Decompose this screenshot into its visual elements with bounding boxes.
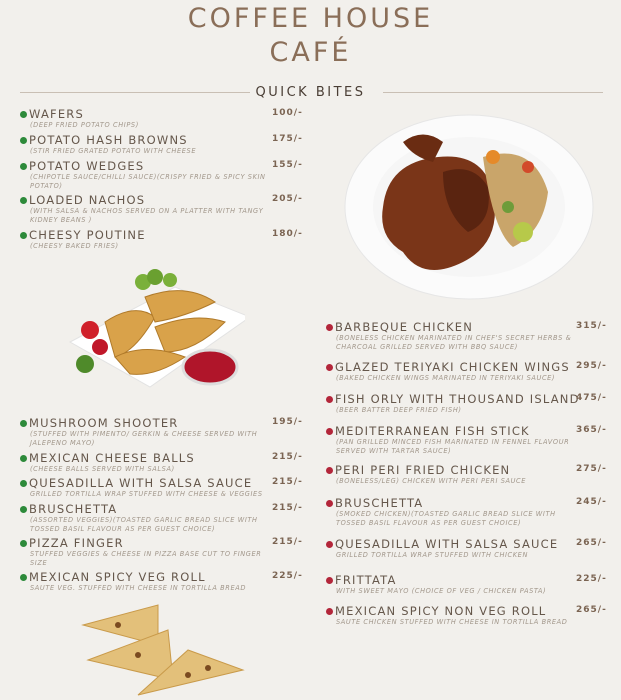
item-name-text: WAFERS: [29, 107, 84, 121]
nonveg-dot-icon: [326, 364, 333, 371]
menu-item: [326, 463, 606, 486]
veg-dot-icon: [20, 506, 27, 513]
item-name-text: CHEESY POUTINE: [29, 228, 146, 242]
item-price: 175/-: [272, 134, 303, 144]
veg-dot-icon: [20, 455, 27, 462]
item-name: [326, 392, 606, 406]
item-description: SAUTE VEG. STUFFED WITH CHEESE IN TORTILLA BREAD: [30, 584, 247, 592]
item-name-text: PERI PERI FRIED CHICKEN: [335, 463, 511, 477]
item-name: [20, 570, 300, 584]
item-name: [20, 451, 300, 465]
item-description: GRILLED TORTILLA WRAP STUFFED WITH CHICKEN: [336, 551, 528, 559]
menu-item: [20, 133, 303, 156]
menu-item: [20, 193, 303, 224]
item-description: (STIR FRIED GRATED POTATO WITH CHEESE: [30, 147, 197, 155]
menu-item: [326, 604, 606, 627]
item-description: (BEER BATTER DEEP FRIED FISH): [336, 406, 462, 414]
item-name: [326, 320, 606, 334]
veg-dot-icon: [20, 420, 27, 427]
item-price: 225/-: [576, 574, 607, 584]
menu-item: [20, 228, 303, 251]
item-price: 215/-: [272, 503, 303, 513]
item-name-text: PIZZA FINGER: [29, 536, 124, 550]
item-name-text: QUESADILLA WITH SALSA SAUCE: [335, 537, 559, 551]
item-name-text: MUSHROOM SHOOTER: [29, 416, 179, 430]
menu-item: [326, 424, 606, 455]
veg-dot-icon: [20, 540, 27, 547]
item-name-text: BARBEQUE CHICKEN: [335, 320, 474, 334]
item-name: [326, 424, 606, 438]
item-description: (PAN GRILLED MINCED FISH MARINATED IN FENNEL FLAVOUR SERVED WITH TARTAR SAUCE): [336, 438, 570, 455]
item-price: 315/-: [576, 321, 607, 331]
item-price: 265/-: [576, 605, 607, 615]
menu-item: [20, 502, 303, 533]
menu-item: [20, 416, 303, 447]
menu-item: [326, 320, 606, 351]
item-price: 245/-: [576, 497, 607, 507]
title-line2: CAFÉ: [269, 37, 352, 68]
menu-item: [20, 536, 303, 567]
item-description: (ASSORTED VEGGIES)(TOASTED GARLIC BREAD SLICE WITH TOSSED BASIL FLAVOUR AS PER GUEST CHOICE): [30, 516, 258, 533]
item-name-text: POTATO WEDGES: [29, 159, 145, 173]
item-price: 275/-: [576, 464, 607, 474]
item-description: (CHIPOTLE SAUCE/CHILLI SAUCE)(CRISPY FRIED & SPICY SKIN POTATO): [30, 173, 266, 190]
veg-dot-icon: [20, 480, 27, 487]
item-name: [326, 537, 606, 551]
item-price: 215/-: [272, 537, 303, 547]
nonveg-dot-icon: [326, 500, 333, 507]
veg-dot-icon: [20, 232, 27, 239]
item-description: (BONELESS/LEG) CHICKEN WITH PERI PERI SAUCE: [336, 477, 526, 485]
item-price: 225/-: [272, 571, 303, 581]
menu-item: [20, 451, 303, 474]
menu-item: [20, 570, 303, 593]
item-name: [326, 360, 606, 374]
item-description: (SMOKED CHICKEN)(TOASTED GARLIC BREAD SLICE WITH TOSSED BASIL FLAVOUR AS PER GUEST CHOICE): [336, 510, 556, 527]
item-name: [326, 496, 606, 510]
veg-dot-icon: [20, 111, 27, 118]
menu-item: [326, 573, 606, 596]
item-price: 365/-: [576, 425, 607, 435]
item-name-text: LOADED NACHOS: [29, 193, 146, 207]
item-price: 100/-: [272, 108, 303, 118]
item-name-text: MEXICAN CHEESE BALLS: [29, 451, 195, 465]
section-heading: QUICK BITES: [255, 85, 366, 100]
nonveg-dot-icon: [326, 428, 333, 435]
veg-dot-icon: [20, 163, 27, 170]
nonveg-dot-icon: [326, 577, 333, 584]
menu-item: [326, 496, 606, 527]
item-name: [326, 463, 606, 477]
item-name: [20, 159, 300, 173]
item-name-text: POTATO HASH BROWNS: [29, 133, 188, 147]
item-price: 295/-: [576, 361, 607, 371]
item-description: GRILLED TORTILLA WRAP STUFFED WITH CHEESE & VEGGIES: [30, 490, 263, 498]
item-name: [20, 133, 300, 147]
menu-item: [20, 159, 303, 190]
item-name-text: MEDITERRANEAN FISH STICK: [335, 424, 530, 438]
potato-wedges-image: [55, 262, 245, 392]
item-description: SAUTE CHICKEN STUFFED WITH CHEESE IN TORTILLA BREAD: [336, 618, 568, 626]
veg-dot-icon: [20, 137, 27, 144]
menu-item: [20, 107, 303, 130]
item-description: WITH SWEET MAYO (CHOICE OF VEG / CHICKEN PASTA): [336, 587, 547, 595]
menu-item: [20, 476, 303, 499]
nonveg-dot-icon: [326, 541, 333, 548]
item-name-text: BRUSCHETTA: [335, 496, 424, 510]
item-description: (WITH SALSA & NACHOS SERVED ON A PLATTER WITH TANGY KIDNEY BEANS ): [30, 207, 264, 224]
veg-dot-icon: [20, 197, 27, 204]
item-price: 215/-: [272, 452, 303, 462]
title-line1: COFFEE HOUSE: [187, 3, 434, 34]
item-price: 205/-: [272, 194, 303, 204]
item-name-text: MEXICAN SPICY NON VEG ROLL: [335, 604, 547, 618]
item-name: [326, 573, 606, 587]
grilled-chicken-image: [343, 112, 595, 302]
item-name-text: FRITTATA: [335, 573, 397, 587]
item-name-text: GLAZED TERIYAKI CHICKEN WINGS: [335, 360, 570, 374]
item-price: 215/-: [272, 477, 303, 487]
item-description: (BONELESS CHICKEN MARINATED IN CHEF'S SECRET HERBS & CHARCOAL GRILLED SERVED WITH BBQ SAUCE): [336, 334, 572, 351]
item-price: 475/-: [576, 393, 607, 403]
item-price: 195/-: [272, 417, 303, 427]
item-name-text: FISH ORLY WITH THOUSAND ISLAND: [335, 392, 580, 406]
item-description: (CHEESY BAKED FRIES): [30, 242, 119, 250]
nonveg-dot-icon: [326, 324, 333, 331]
item-name: [20, 416, 300, 430]
item-description: (CHEESE BALLS SERVED WITH SALSA): [30, 465, 175, 473]
quesadilla-image: [78, 600, 248, 700]
nonveg-dot-icon: [326, 467, 333, 474]
item-name: [20, 502, 300, 516]
item-description: (STUFFED WITH PIMENTO/ GERKIN & CHEESE SERVED WITH JALEPENO MAYO): [30, 430, 258, 447]
item-name: [20, 107, 300, 121]
veg-dot-icon: [20, 574, 27, 581]
menu-item: [326, 360, 606, 383]
item-name-text: MEXICAN SPICY VEG ROLL: [29, 570, 206, 584]
item-description: STUFFED VEGGIES & CHEESE IN PIZZA BASE CUT TO FINGER SIZE: [30, 550, 262, 567]
menu-item: [326, 537, 606, 560]
item-name: [20, 476, 300, 490]
item-name-text: BRUSCHETTA: [29, 502, 118, 516]
item-description: (DEEP FRIED POTATO CHIPS): [30, 121, 139, 129]
item-name: [20, 536, 300, 550]
item-price: 155/-: [272, 160, 303, 170]
nonveg-dot-icon: [326, 608, 333, 615]
item-name: [326, 604, 606, 618]
item-price: 265/-: [576, 538, 607, 548]
item-name-text: QUESADILLA WITH SALSA SAUCE: [29, 476, 253, 490]
item-price: 180/-: [272, 229, 303, 239]
nonveg-dot-icon: [326, 396, 333, 403]
item-name: [20, 193, 300, 207]
item-name: [20, 228, 300, 242]
item-description: (BAKED CHICKEN WINGS MARINATED IN TERIYAKI SAUCE): [336, 374, 556, 382]
menu-item: [326, 392, 606, 415]
